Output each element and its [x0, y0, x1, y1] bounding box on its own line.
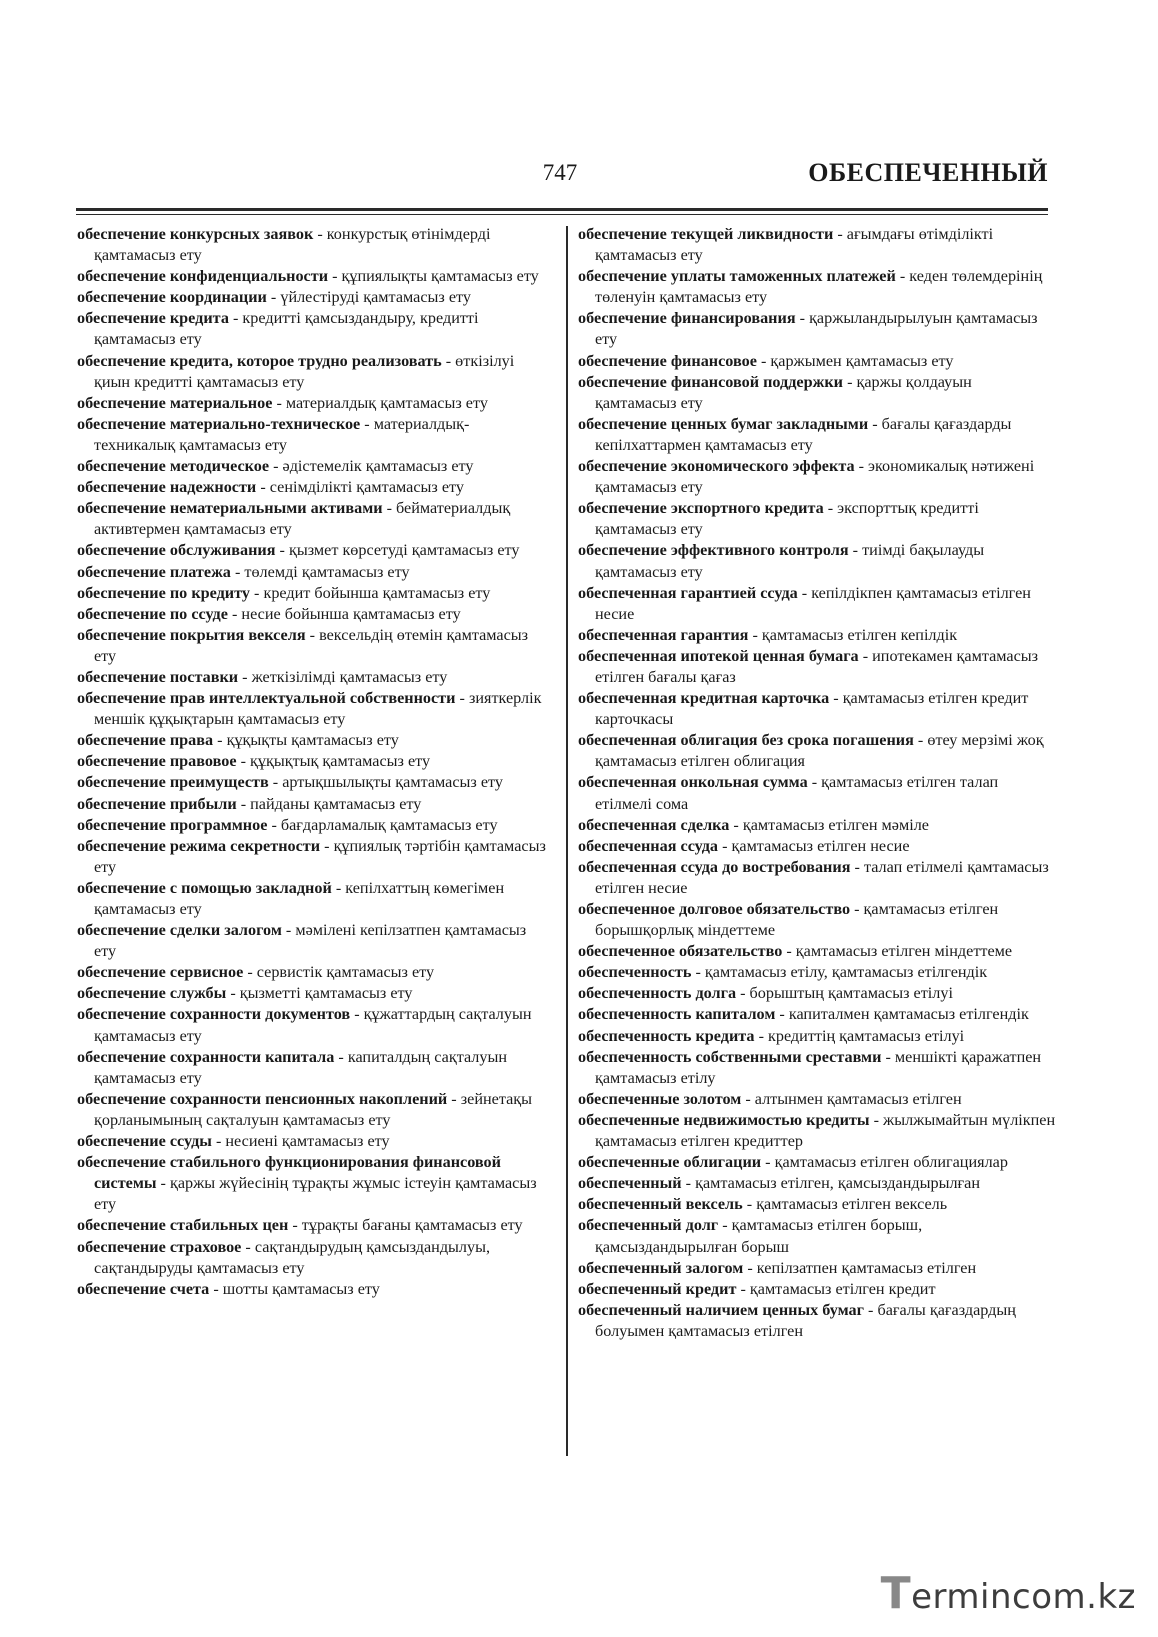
entry-term: обеспечение материальное [77, 393, 273, 412]
entry-term: обеспеченная онкольная сумма [578, 773, 808, 792]
right-column [578, 224, 1056, 1342]
dictionary-entry: обеспечение покрытия векселя - вексельдің өтемін қамтамасыз ету [77, 625, 529, 665]
entry-definition: зияткерлік меншік құқықтарын қамтамасыз ету [94, 689, 542, 729]
entry-term: обеспеченный залогом [578, 1258, 744, 1277]
dictionary-entry: обеспеченная гарантией ссуда - кепілдікпен қамтамасыз етілген несие [578, 583, 1031, 623]
entry-term: обеспечение счета [77, 1279, 210, 1298]
entry-definition: қаржы қолдауын қамтамасыз ету [595, 372, 972, 412]
dictionary-entry: обеспеченная онкольная сумма - қамтамасыз етілген талап етілмелі сома [578, 773, 999, 813]
entry-term: обеспечение права [77, 731, 214, 750]
entry-definition: құжаттардың сақталуын қамтамасыз ету [94, 1005, 532, 1045]
entry-term: обеспечение координации [77, 288, 267, 307]
entry-definition: капиталмен қамтамасыз етілгендік [788, 1005, 1029, 1024]
dictionary-entry: обеспечение правовое - құқықтық қамтамасыз ету [77, 752, 431, 771]
entry-term: обеспечение службы [77, 984, 227, 1003]
dictionary-entry: обеспеченность капиталом - капиталмен қамтамасыз етілгендік [578, 1005, 1029, 1024]
dictionary-entry: обеспеченность собственными среставми - меншікті қаражатпен қамтамасыз етілу [578, 1047, 1042, 1087]
dictionary-entry: обеспечение программное - бағдарламалық қамтамасыз ету [77, 815, 498, 834]
dictionary-entry: обеспечение материально-техническое - материалдық-техникалық қамтамасыз ету [77, 414, 470, 454]
entry-term: обеспечение конкурсных заявок [77, 225, 314, 243]
dictionary-entry: обеспечение текущей ликвидности - ағымдағы өтімділікті қамтамасыз ету [578, 225, 994, 265]
entry-definition: құпиялық тәртібін қамтамасыз ету [94, 836, 546, 876]
dictionary-entry: обеспечение ссуды - несиені қамтамасыз ету [77, 1132, 390, 1151]
entry-definition: өтеу мерзімі жоқ қамтамасыз етілген облигация [595, 731, 1044, 771]
entry-term: обеспеченный наличием ценных бумаг [578, 1300, 864, 1319]
entry-definition: өткізілуі қиын кредитті қамтамасыз ету [94, 351, 515, 391]
entry-definition: мәмілені кепілзатпен қамтамасыз ету [94, 921, 527, 961]
dictionary-entry: обеспеченный долг - қамтамасыз етілген борыш, қамсыздандырылған борыш [578, 1216, 923, 1256]
dictionary-entry: обеспечение прибыли - пайданы қамтамасыз ету [77, 794, 422, 813]
entry-term: обеспечение режима секретности [77, 836, 321, 855]
dictionary-entry: обеспеченный - қамтамасыз етілген, қамсыздандырылған [578, 1174, 981, 1193]
dictionary-entry: обеспеченная ипотекой ценная бумага - ипотекамен қамтамасыз етілген бағалы қағаз [578, 646, 1039, 686]
entry-definition: кеден төлемдерінің төленуін қамтамасыз ету [595, 267, 1043, 307]
entry-term: обеспечение сохранности документов [77, 1005, 351, 1024]
entry-definition: сақтандырудың қамсыздандылуы, сақтандыруды қамтамасыз ету [94, 1237, 491, 1277]
entry-definition: капиталдың сақталуын қамтамасыз ету [94, 1047, 508, 1087]
dictionary-entry: обеспеченное долговое обязательство - қамтамасыз етілген борышқорлық міндеттеме [578, 900, 999, 940]
dictionary-entry: обеспечение преимуществ - артықшылықты қамтамасыз ету [77, 773, 503, 792]
entry-definition: қамтамасыз етілген борыш, қамсыздандырылған борыш [595, 1216, 923, 1256]
entry-definition: артықшылықты қамтамасыз ету [282, 773, 503, 792]
dictionary-entry: обеспечение ценных бумаг закладными - бағалы қағаздарды кепілхаттармен қамтамасыз ету [578, 414, 1012, 454]
dictionary-entry: обеспечение финансовое - қаржымен қамтамасыз ету [578, 351, 954, 370]
entry-term: обеспечение экономического эффекта [578, 457, 855, 476]
entry-definition: конкурстық өтінімдерді қамтамасыз ету [94, 225, 491, 265]
entry-term: обеспеченные недвижимостью кредиты [578, 1110, 870, 1129]
dictionary-entry: обеспеченная кредитная карточка - қамтамасыз етілген кредит карточкасы [578, 689, 1029, 729]
entry-definition: қаржы жүйесінің тұрақты жұмыс істеуін қамтамасыз ету [94, 1174, 537, 1214]
dictionary-entry: обеспеченный залогом - кепілзатпен қамтамасыз етілген [578, 1258, 977, 1277]
dictionary-entry: обеспечение права - құқықты қамтамасыз ету [77, 731, 399, 750]
entry-definition: қамтамасыз етілген борышқорлық міндеттеме [595, 900, 999, 940]
entry-term: обеспечение прав интеллектуальной собственности [77, 689, 456, 708]
entry-term: обеспечение финансирования [578, 309, 796, 328]
entry-definition: ағымдағы өтімділікті қамтамасыз ету [595, 225, 994, 265]
header-rule-thin [76, 214, 1048, 215]
entry-term: обеспеченные золотом [578, 1089, 742, 1108]
entry-definition: кредит бойынша қамтамасыз ету [263, 583, 491, 602]
entry-definition: қызметті қамтамасыз ету [239, 984, 413, 1003]
entry-definition: қамтамасыз етілу, қамтамасыз етілгендік [704, 963, 988, 982]
dictionary-entry: обеспечение по кредиту - кредит бойынша қамтамасыз ету [77, 583, 491, 602]
entry-term: обеспечение сервисное [77, 963, 244, 982]
dictionary-entry: обеспечение координации - үйлестіруді қамтамасыз ету [77, 288, 471, 307]
entry-definition: қамтамасыз етілген кредит карточкасы [595, 689, 1029, 729]
entry-definition: кепілзатпен қамтамасыз етілген [756, 1258, 977, 1277]
entry-term: обеспечение методическое [77, 457, 270, 476]
entry-definition: вексельдің өтемін қамтамасыз ету [94, 625, 529, 665]
dictionary-entry: обеспечение конфиденциальности - құпиялықты қамтамасыз ету [77, 267, 539, 286]
dictionary-entry: обеспеченные облигации - қамтамасыз етілген облигациялар [578, 1153, 1008, 1172]
entry-definition: кепілдікпен қамтамасыз етілген несие [595, 583, 1031, 623]
dictionary-entry: обеспечение стабильного функционирования финансовой системы - қаржы жүйесінің тұрақты жұмыс істеуін қамтамасыз ету [77, 1153, 537, 1214]
entry-definition: құқықты қамтамасыз ету [226, 731, 399, 750]
dictionary-entry: обеспечение уплаты таможенных платежей - кеден төлемдерінің төленуін қамтамасыз ету [578, 267, 1043, 307]
dictionary-entry: обеспеченность долга - борыштың қамтамасыз етілуі [578, 984, 953, 1003]
entry-definition: сенімділікті қамтамасыз ету [269, 478, 465, 497]
entry-term: обеспеченные облигации [578, 1153, 762, 1172]
entry-definition: құқықтық қамтамасыз ету [250, 752, 431, 771]
dictionary-entry: обеспечение кредита - кредитті қамсыздандыру, кредитті қамтамасыз ету [77, 309, 479, 349]
dictionary-entry: обеспечение экспортного кредита - экспорттық кредитті қамтамасыз ету [578, 499, 979, 539]
dictionary-entry: обеспечение методическое - әдістемелік қамтамасыз ету [77, 457, 474, 476]
entry-term: обеспеченное обязательство [578, 942, 783, 961]
dictionary-entry: обеспечение платежа - төлемді қамтамасыз ету [77, 562, 410, 581]
entry-definition: материалдық-техникалық қамтамасыз ету [94, 414, 470, 454]
entry-definition: қамтамасыз етілген міндеттеме [795, 942, 1013, 961]
dictionary-entry: обеспечение сохранности пенсионных накоплений - зейнетақы қорланымының сақталуын қамтамасыз ету [77, 1089, 533, 1129]
entry-definition: пайданы қамтамасыз ету [250, 794, 422, 813]
entry-term: обеспеченная ссуда [578, 836, 719, 855]
entry-term: обеспечение сохранности пенсионных накоплений [77, 1089, 448, 1108]
entry-definition: үйлестіруді қамтамасыз ету [280, 288, 471, 307]
entry-definition: шотты қамтамасыз ету [222, 1279, 380, 1298]
entry-definition: несиені қамтамасыз ету [225, 1132, 390, 1151]
dictionary-entry: обеспечение сделки залогом - мәмілені кепілзатпен қамтамасыз ету [77, 921, 527, 961]
dictionary-entry: обеспечение обслуживания - қызмет көрсетуді қамтамасыз ету [77, 541, 520, 560]
entry-term: обеспечение сделки залогом [77, 921, 282, 940]
entry-term: обеспечение финансовой поддержки [578, 372, 844, 391]
dictionary-entry: обеспечение сервисное - сервистік қамтамасыз ету [77, 963, 435, 982]
entry-term: обеспечение страховое [77, 1237, 242, 1256]
entry-term: обеспеченный [578, 1174, 682, 1193]
entry-term: обеспечение с помощью закладной [77, 878, 332, 897]
entry-definition: зейнетақы қорланымының сақталуын қамтамасыз ету [94, 1089, 533, 1129]
entry-term: обеспечение материально-техническое [77, 414, 361, 433]
entry-term: обеспечение кредита, которое трудно реализовать [77, 351, 442, 370]
entry-definition: тұрақты бағаны қамтамасыз ету [301, 1216, 523, 1235]
watermark-text: ermincom.kz [911, 1577, 1136, 1617]
left-column [77, 224, 547, 1300]
running-head: ОБЕСПЕЧЕННЫЙ [808, 158, 1048, 187]
entry-definition: қамтамасыз етілген облигациялар [774, 1153, 1008, 1172]
entry-term: обеспеченный долг [578, 1216, 719, 1235]
entry-term: обеспечение стабильного функционирования финансовой системы [77, 1153, 501, 1193]
entry-definition: қамтамасыз етілген кепілдік [761, 625, 958, 644]
dictionary-entry: обеспечение надежности - сенімділікті қамтамасыз ету [77, 478, 465, 497]
entry-definition: тиімді бақылауды қамтамасыз ету [595, 541, 985, 581]
entry-definition: кредиттің қамтамасыз етілуі [768, 1026, 965, 1045]
dictionary-entry: обеспеченность кредита - кредиттің қамтамасыз етілуі [578, 1026, 965, 1045]
dictionary-entry: обеспеченные недвижимостью кредиты - жылжымайтын мүлікпен қамтамасыз етілген кредиттер [578, 1110, 1056, 1151]
entry-term: обеспечение надежности [77, 478, 257, 497]
entry-definition: құпиялықты қамтамасыз ету [341, 267, 539, 286]
entry-definition: кепілхаттың көмегімен қамтамасыз ету [94, 878, 505, 918]
entry-definition: бейматериалдық активтермен қамтамасыз ету [94, 499, 511, 539]
entry-term: обеспечение текущей ликвидности [578, 225, 834, 243]
entry-definition: қаржыландырылуын қамтамасыз ету [595, 309, 1038, 349]
entry-definition: алтынмен қамтамасыз етілген [754, 1089, 962, 1108]
entry-definition: бағалы қағаздардың болуымен қамтамасыз етілген [595, 1300, 1016, 1340]
dictionary-entry: обеспечение страховое - сақтандырудың қамсыздандылуы, сақтандыруды қамтамасыз ету [77, 1237, 491, 1277]
entry-term: обеспеченный кредит [578, 1279, 737, 1298]
dictionary-entry: обеспеченная облигация без срока погашения - өтеу мерзімі жоқ қамтамасыз етілген облигация [578, 731, 1044, 771]
entry-term: обеспеченный вексель [578, 1195, 743, 1214]
dictionary-entry: обеспечение кредита, которое трудно реализовать - өткізілуі қиын кредитті қамтамасыз ету [77, 351, 515, 391]
entry-term: обеспечение программное [77, 815, 268, 834]
dictionary-entry: обеспеченная гарантия - қамтамасыз етілген кепілдік [578, 625, 958, 644]
entry-term: обеспеченная кредитная карточка [578, 689, 830, 708]
entry-term: обеспечение покрытия векселя [77, 625, 306, 644]
dictionary-entry: обеспечение финансовой поддержки - қаржы қолдауын қамтамасыз ету [578, 372, 972, 412]
dictionary-entry: обеспечение материальное - материалдық қамтамасыз ету [77, 393, 488, 412]
entry-definition: бағдарламалық қамтамасыз ету [280, 815, 498, 834]
column-divider [566, 226, 568, 1456]
entry-definition: экспорттық кредитті қамтамасыз ету [595, 499, 979, 539]
entry-definition: материалдық қамтамасыз ету [285, 393, 488, 412]
header-rule-thick [76, 208, 1048, 211]
entry-definition: жеткізілімді қамтамасыз ету [251, 667, 448, 686]
entry-definition: несие бойынша қамтамасыз ету [241, 604, 461, 623]
entry-definition: қамтамасыз етілген талап етілмелі сома [595, 773, 999, 813]
entry-term: обеспеченная гарантией ссуда [578, 583, 798, 602]
entry-term: обеспеченность [578, 963, 692, 982]
entry-term: обеспечение обслуживания [77, 541, 276, 560]
entry-term: обеспечение нематериальными активами [77, 499, 383, 518]
dictionary-entry: обеспечение стабильных цен - тұрақты бағаны қамтамасыз ету [77, 1216, 523, 1235]
entry-definition: талап етілмелі қамтамасыз етілген несие [595, 857, 1049, 897]
dictionary-entry: обеспеченность - қамтамасыз етілу, қамтамасыз етілгендік [578, 963, 988, 982]
entry-definition: қамтамасыз етілген несие [731, 836, 910, 855]
entry-definition: ипотекамен қамтамасыз етілген бағалы қағаз [595, 646, 1039, 686]
dictionary-entry: обеспечение поставки - жеткізілімді қамтамасыз ету [77, 667, 448, 686]
entry-term: обеспеченная сделка [578, 815, 730, 834]
entry-definition: қамтамасыз етілген, қамсыздандырылған [695, 1174, 981, 1193]
entry-term: обеспечение правовое [77, 752, 237, 771]
page-number: 747 [542, 160, 578, 185]
entry-term: обеспеченное долговое обязательство [578, 900, 851, 918]
dictionary-entry: обеспеченная сделка - қамтамасыз етілген мәміле [578, 815, 929, 834]
dictionary-entry: обеспечение с помощью закладной - кепілхаттың көмегімен қамтамасыз ету [77, 878, 505, 918]
entry-definition: кредитті қамсыздандыру, кредитті қамтамасыз ету [94, 309, 479, 349]
dictionary-entry: обеспечение сохранности документов - құжаттардың сақталуын қамтамасыз ету [77, 1005, 532, 1045]
entry-term: обеспечение экспортного кредита [578, 499, 824, 518]
entry-definition: қаржымен қамтамасыз ету [770, 351, 954, 370]
entry-term: обеспечение по ссуде [77, 604, 228, 623]
dictionary-entry: обеспеченный наличием ценных бумаг - бағалы қағаздардың болуымен қамтамасыз етілген [578, 1300, 1016, 1340]
entry-definition: төлемді қамтамасыз ету [244, 562, 410, 581]
dictionary-entry: обеспечение сохранности капитала - капиталдың сақталуын қамтамасыз ету [77, 1047, 508, 1087]
watermark-logo [881, 1568, 1136, 1619]
entry-term: обеспеченная гарантия [578, 625, 749, 644]
dictionary-entry: обеспечение по ссуде - несие бойынша қамтамасыз ету [77, 604, 461, 623]
entry-term: обеспеченность собственными среставми [578, 1047, 882, 1066]
entry-definition: сервистік қамтамасыз ету [256, 963, 435, 982]
entry-term: обеспечение финансовое [578, 351, 757, 370]
dictionary-entry: обеспеченный вексель - қамтамасыз етілген вексель [578, 1195, 948, 1214]
entry-definition: меншікті қаражатпен қамтамасыз етілу [595, 1047, 1042, 1087]
entry-definition: қамтамасыз етілген кредит [749, 1279, 936, 1298]
entry-term: обеспечение платежа [77, 562, 231, 581]
entry-term: обеспечение прибыли [77, 794, 237, 813]
dictionary-entry: обеспеченное обязательство - қамтамасыз етілген міндеттеме [578, 942, 1013, 961]
entry-term: обеспечение уплаты таможенных платежей [578, 267, 896, 286]
entry-definition: экономикалық нәтижені қамтамасыз ету [595, 457, 1035, 497]
dictionary-entry: обеспечение режима секретности - құпиялық тәртібін қамтамасыз ету [77, 836, 546, 876]
dictionary-entry: обеспечение финансирования - қаржыландырылуын қамтамасыз ету [578, 309, 1038, 349]
dictionary-entry: обеспечение счета - шотты қамтамасыз ету [77, 1279, 380, 1298]
entry-term: обеспечение ценных бумаг закладными [578, 414, 869, 433]
entry-term: обеспеченная облигация без срока погашения [578, 731, 914, 750]
dictionary-entry: обеспечение нематериальными активами - бейматериалдық активтермен қамтамасыз ету [77, 499, 511, 539]
dictionary-entry: обеспеченные золотом - алтынмен қамтамасыз етілген [578, 1089, 962, 1108]
entry-definition: жылжымайтын мүлікпен қамтамасыз етілген кредиттер [595, 1110, 1056, 1151]
entry-term: обеспеченная ссуда до востребования [578, 857, 851, 876]
entry-term: обеспечение стабильных цен [77, 1216, 289, 1235]
dictionary-entry: обеспечение эффективного контроля - тиімді бақылауды қамтамасыз ету [578, 541, 985, 581]
dictionary-entry: обеспеченная ссуда - қамтамасыз етілген несие [578, 836, 910, 855]
entry-term: обеспеченность капиталом [578, 1005, 776, 1024]
entry-definition: бағалы қағаздарды кепілхаттармен қамтамасыз ету [595, 414, 1012, 454]
entry-term: обеспечение кредита [77, 309, 229, 328]
watermark-initial: T [880, 1568, 912, 1619]
entry-definition: қызмет көрсетуді қамтамасыз ету [288, 541, 520, 560]
entry-term: обеспеченная ипотекой ценная бумага [578, 646, 859, 665]
dictionary-entry: обеспечение экономического эффекта - экономикалық нәтижені қамтамасыз ету [578, 457, 1035, 497]
entry-term: обеспечение по кредиту [77, 583, 250, 602]
dictionary-entry: обеспечение конкурсных заявок - конкурстық өтінімдерді қамтамасыз ету [77, 225, 491, 265]
dictionary-entry: обеспеченный кредит - қамтамасыз етілген кредит [578, 1279, 936, 1298]
dictionary-entry: обеспечение службы - қызметті қамтамасыз ету [77, 984, 413, 1003]
dictionary-entry: обеспеченная ссуда до востребования - талап етілмелі қамтамасыз етілген несие [578, 857, 1049, 897]
entry-definition: қамтамасыз етілген мәміле [742, 815, 929, 834]
entry-term: обеспечение конфиденциальности [77, 267, 329, 286]
entry-term: обеспечение эффективного контроля [578, 541, 849, 560]
entry-term: обеспечение сохранности капитала [77, 1047, 335, 1066]
dictionary-entry: обеспечение прав интеллектуальной собственности - зияткерлік меншік құқықтарын қамтамасыз ету [77, 689, 542, 729]
entry-term: обеспеченность долга [578, 984, 737, 1003]
entry-term: обеспечение преимуществ [77, 773, 269, 792]
entry-definition: қамтамасыз етілген вексель [756, 1195, 948, 1214]
entry-term: обеспеченность кредита [578, 1026, 755, 1045]
entry-definition: борыштың қамтамасыз етілуі [749, 984, 953, 1003]
entry-term: обеспечение ссуды [77, 1132, 212, 1151]
entry-term: обеспечение поставки [77, 667, 239, 686]
entry-definition: әдістемелік қамтамасыз ету [282, 457, 474, 476]
